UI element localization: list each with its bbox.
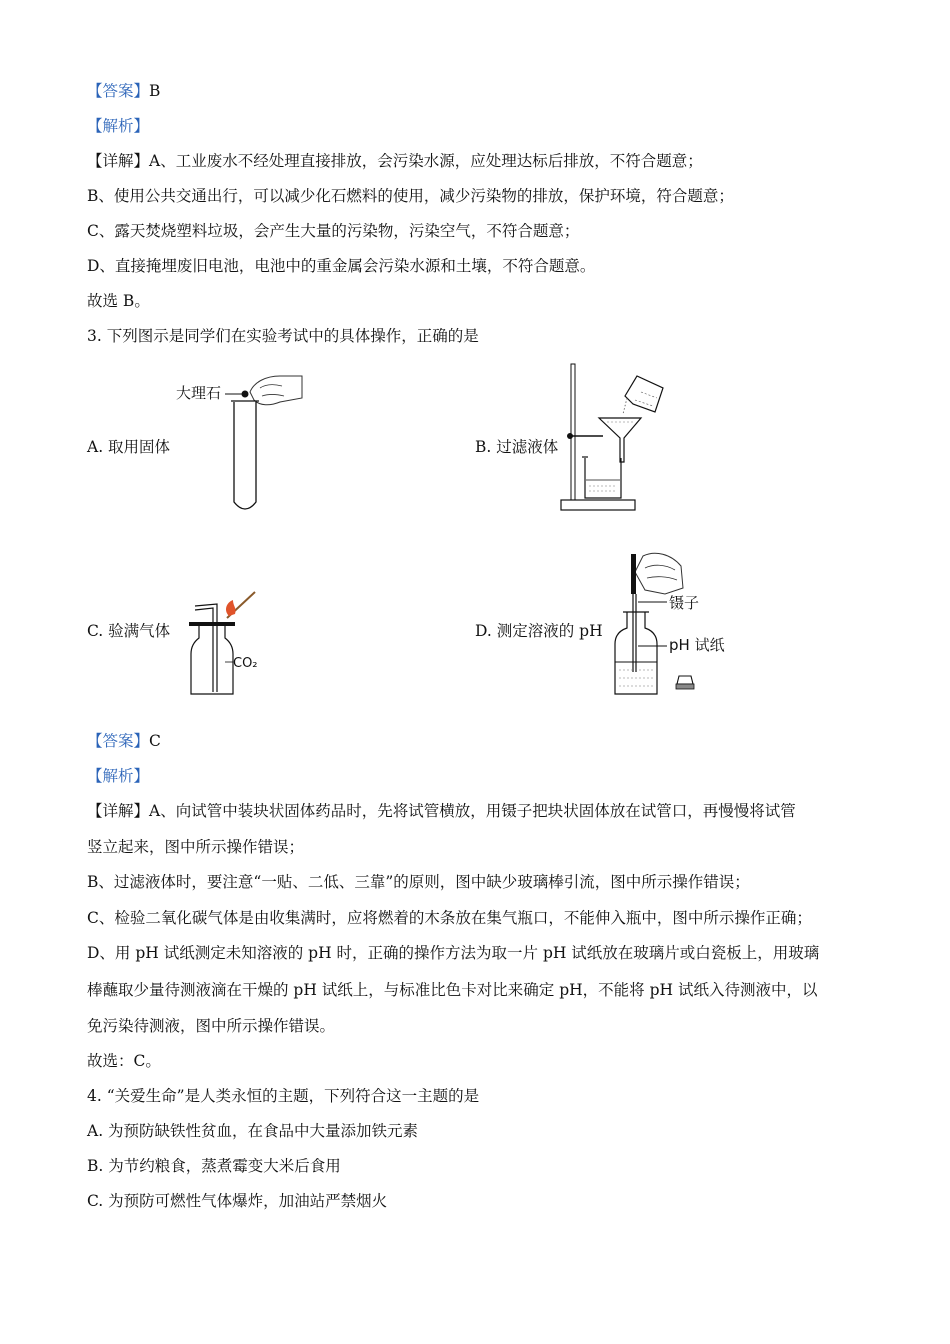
answer-tag: 【答案】 — [87, 82, 150, 100]
q2-answer-line — [87, 81, 160, 101]
detail-tag: 【详解】 — [87, 802, 150, 820]
figure-c-gas-check — [185, 588, 275, 700]
q3-option-d: D. 测定溶液的 pH — [475, 622, 603, 640]
figure-b-filtration — [555, 362, 685, 514]
answer-value: B — [149, 82, 161, 100]
q3-detail-c: C、检验二氧化碳气体是由收集满时，应将燃着的木条放在集气瓶口，不能伸入瓶中，图中所示操作正确； — [87, 909, 812, 927]
q2-conclusion: 故选 B。 — [87, 292, 150, 310]
q2-detail-a: 【详解】A、工业废水不经处理直接排放，会污染水源，应处理达标后排放，不符合题意； — [87, 152, 703, 170]
answer-tag: 【答案】 — [87, 732, 150, 750]
label-ph-paper: pH 试纸 — [669, 636, 725, 654]
q3-option-c: C. 验满气体 — [87, 622, 171, 640]
q3-detail-a1: 【详解】A、向试管中装块状固体药品时，先将试管横放，用镊子把块状固体放在试管口，再慢慢将试管 — [87, 802, 796, 820]
q3-conclusion: 故选：C。 — [87, 1052, 161, 1070]
q2-detail-c: C、露天焚烧塑料垃圾，会产生大量的污染物，污染空气，不符合题意； — [87, 222, 580, 240]
label-marble: 大理石 — [176, 384, 222, 402]
q3-option-b: B. 过滤液体 — [475, 438, 559, 456]
figure-a-test-tube — [170, 370, 310, 515]
q3-detail-d1: D、用 pH 试纸测定未知溶液的 pH 时，正确的操作方法为取一片 pH 试纸放在玻璃片或白瓷板上，用玻璃 — [87, 944, 820, 962]
q4-stem: 4. “关爱生命”是人类永恒的主题，下列符合这一主题的是 — [87, 1087, 480, 1105]
figure-d-ph-test — [605, 550, 745, 700]
q3-analysis-tag: 【解析】 — [87, 767, 150, 785]
q4-option-c: C. 为预防可燃性气体爆炸，加油站严禁烟火 — [87, 1192, 388, 1210]
q4-option-a: A. 为预防缺铁性贫血，在食品中大量添加铁元素 — [87, 1122, 419, 1140]
q2-detail-d: D、直接掩埋废旧电池，电池中的重金属会污染水源和土壤，不符合题意。 — [87, 257, 596, 275]
q3-detail-d2: 棒蘸取少量待测液滴在干燥的 pH 试纸上，与标准比色卡对比来确定 pH，不能将 pH 试纸入待测液中，以 — [87, 981, 818, 999]
q3-stem: 3. 下列图示是同学们在实验考试中的具体操作，正确的是 — [87, 327, 479, 345]
detail-tag: 【详解】 — [87, 152, 150, 170]
q3-detail-d3: 免污染待测液，图中所示操作错误。 — [87, 1017, 336, 1035]
q3-detail-b: B、过滤液体时，要注意“一贴、二低、三靠”的原则，图中缺少玻璃棒引流，图中所示操作错误； — [87, 873, 750, 891]
q2-detail-b: B、使用公共交通出行，可以减少化石燃料的使用，减少污染物的排放，保护环境，符合题意； — [87, 187, 734, 205]
q2-analysis-tag: 【解析】 — [87, 117, 150, 135]
q4-option-b: B. 为节约粮食，蒸煮霉变大米后食用 — [87, 1157, 341, 1175]
q3-option-a: A. 取用固体 — [87, 438, 171, 456]
label-co2: CO₂ — [233, 656, 258, 671]
label-tweezers: 镊子 — [669, 594, 700, 612]
answer-value: C — [149, 732, 161, 750]
q3-answer-line — [87, 731, 161, 751]
q3-detail-a2: 竖立起来，图中所示操作错误； — [87, 838, 305, 856]
